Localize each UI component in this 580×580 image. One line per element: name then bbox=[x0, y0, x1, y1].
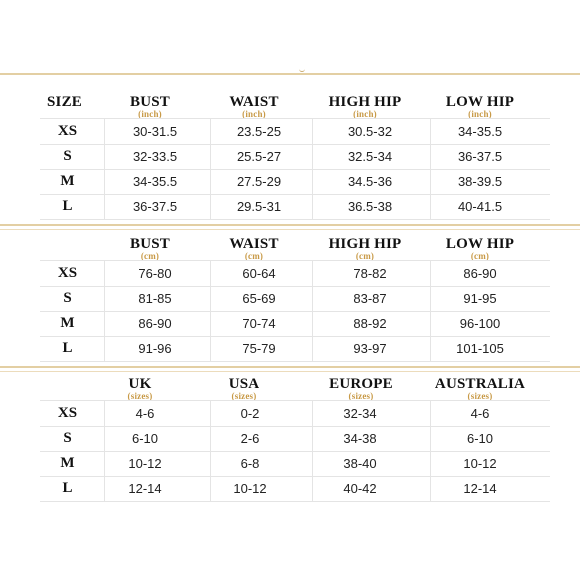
table-row bbox=[40, 451, 550, 477]
high-hip-value: 32.5-34 bbox=[347, 149, 393, 164]
size-label: S bbox=[63, 290, 72, 306]
bust-value: 34-35.5 bbox=[132, 174, 178, 189]
header-waist: WAIST (cm) bbox=[229, 236, 279, 261]
high-hip-value: 88-92 bbox=[353, 316, 387, 331]
header-australia: AUSTRALIA (sizes) bbox=[434, 376, 526, 401]
section-divider-1b bbox=[0, 229, 580, 230]
low-hip-value: 101-105 bbox=[456, 341, 504, 356]
table-row bbox=[40, 119, 550, 145]
header-high-hip: HIGH HIP (inch) bbox=[328, 94, 402, 119]
table-row bbox=[40, 286, 550, 312]
size-label: M bbox=[60, 455, 75, 471]
high-hip-value: 93-97 bbox=[353, 341, 387, 356]
waist-value: 70-74 bbox=[242, 316, 276, 331]
waist-value: 29.5-31 bbox=[236, 199, 282, 214]
header-low-hip: LOW HIP (inch) bbox=[445, 94, 515, 119]
usa-value: 2-6 bbox=[240, 431, 260, 446]
uk-value: 12-14 bbox=[128, 481, 162, 496]
header-uk: UK (sizes) bbox=[127, 376, 153, 401]
waist-value: 75-79 bbox=[242, 341, 276, 356]
header-europe: EUROPE (sizes) bbox=[329, 376, 393, 401]
uk-value: 10-12 bbox=[128, 456, 162, 471]
grid-inch bbox=[40, 118, 550, 219]
header-size: SIZE bbox=[47, 94, 82, 110]
low-hip-value: 96-100 bbox=[459, 316, 501, 331]
size-label: XS bbox=[57, 405, 78, 421]
high-hip-value: 36.5-38 bbox=[347, 199, 393, 214]
size-label: L bbox=[62, 480, 73, 496]
high-hip-value: 78-82 bbox=[353, 266, 387, 281]
low-hip-value: 34-35.5 bbox=[457, 124, 503, 139]
top-divider bbox=[0, 73, 580, 75]
header-high-hip: HIGH HIP (cm) bbox=[328, 236, 402, 261]
table-row bbox=[40, 401, 550, 427]
grid-sizes bbox=[40, 400, 550, 501]
waist-value: 65-69 bbox=[242, 291, 276, 306]
low-hip-value: 36-37.5 bbox=[457, 149, 503, 164]
section-divider-2 bbox=[0, 366, 580, 368]
table-row bbox=[40, 476, 550, 502]
australia-value: 10-12 bbox=[463, 456, 497, 471]
low-hip-value: 86-90 bbox=[463, 266, 497, 281]
europe-value: 32-34 bbox=[343, 406, 377, 421]
low-hip-value: 40-41.5 bbox=[457, 199, 503, 214]
bust-value: 32-33.5 bbox=[132, 149, 178, 164]
australia-value: 4-6 bbox=[470, 406, 490, 421]
europe-value: 38-40 bbox=[343, 456, 377, 471]
table-row bbox=[40, 194, 550, 220]
low-hip-value: 91-95 bbox=[463, 291, 497, 306]
bust-value: 81-85 bbox=[138, 291, 172, 306]
size-label: L bbox=[62, 198, 73, 214]
waist-value: 25.5-27 bbox=[236, 149, 282, 164]
high-hip-value: 30.5-32 bbox=[347, 124, 393, 139]
size-label: M bbox=[60, 315, 75, 331]
europe-value: 34-38 bbox=[343, 431, 377, 446]
waist-value: 27.5-29 bbox=[236, 174, 282, 189]
table-row bbox=[40, 426, 550, 452]
section-divider-2b bbox=[0, 371, 580, 372]
uk-value: 4-6 bbox=[135, 406, 155, 421]
table-row bbox=[40, 336, 550, 362]
bust-value: 91-96 bbox=[138, 341, 172, 356]
uk-value: 6-10 bbox=[131, 431, 159, 446]
header-bust: BUST (inch) bbox=[130, 94, 170, 119]
bust-value: 76-80 bbox=[138, 266, 172, 281]
size-label: XS bbox=[57, 123, 78, 139]
size-label: XS bbox=[57, 265, 78, 281]
bust-value: 30-31.5 bbox=[132, 124, 178, 139]
europe-value: 40-42 bbox=[343, 481, 377, 496]
table-row bbox=[40, 169, 550, 195]
grid-cm bbox=[40, 260, 550, 361]
waist-value: 23.5-25 bbox=[236, 124, 282, 139]
header-waist: WAIST (inch) bbox=[229, 94, 279, 119]
bust-value: 86-90 bbox=[138, 316, 172, 331]
size-label: S bbox=[63, 430, 72, 446]
high-hip-value: 83-87 bbox=[353, 291, 387, 306]
usa-value: 6-8 bbox=[240, 456, 260, 471]
waist-value: 60-64 bbox=[242, 266, 276, 281]
size-label: M bbox=[60, 173, 75, 189]
usa-value: 0-2 bbox=[240, 406, 260, 421]
table-row bbox=[40, 144, 550, 170]
size-label: S bbox=[63, 148, 72, 164]
header-low-hip: LOW HIP (cm) bbox=[445, 236, 515, 261]
low-hip-value: 38-39.5 bbox=[457, 174, 503, 189]
divider-ornament bbox=[299, 68, 305, 72]
table-row bbox=[40, 261, 550, 287]
high-hip-value: 34.5-36 bbox=[347, 174, 393, 189]
section-divider-1 bbox=[0, 224, 580, 226]
australia-value: 12-14 bbox=[463, 481, 497, 496]
header-bust: BUST (cm) bbox=[130, 236, 170, 261]
bust-value: 36-37.5 bbox=[132, 199, 178, 214]
australia-value: 6-10 bbox=[466, 431, 494, 446]
table-row bbox=[40, 311, 550, 337]
header-usa: USA (sizes) bbox=[228, 376, 260, 401]
usa-value: 10-12 bbox=[233, 481, 267, 496]
size-label: L bbox=[62, 340, 73, 356]
